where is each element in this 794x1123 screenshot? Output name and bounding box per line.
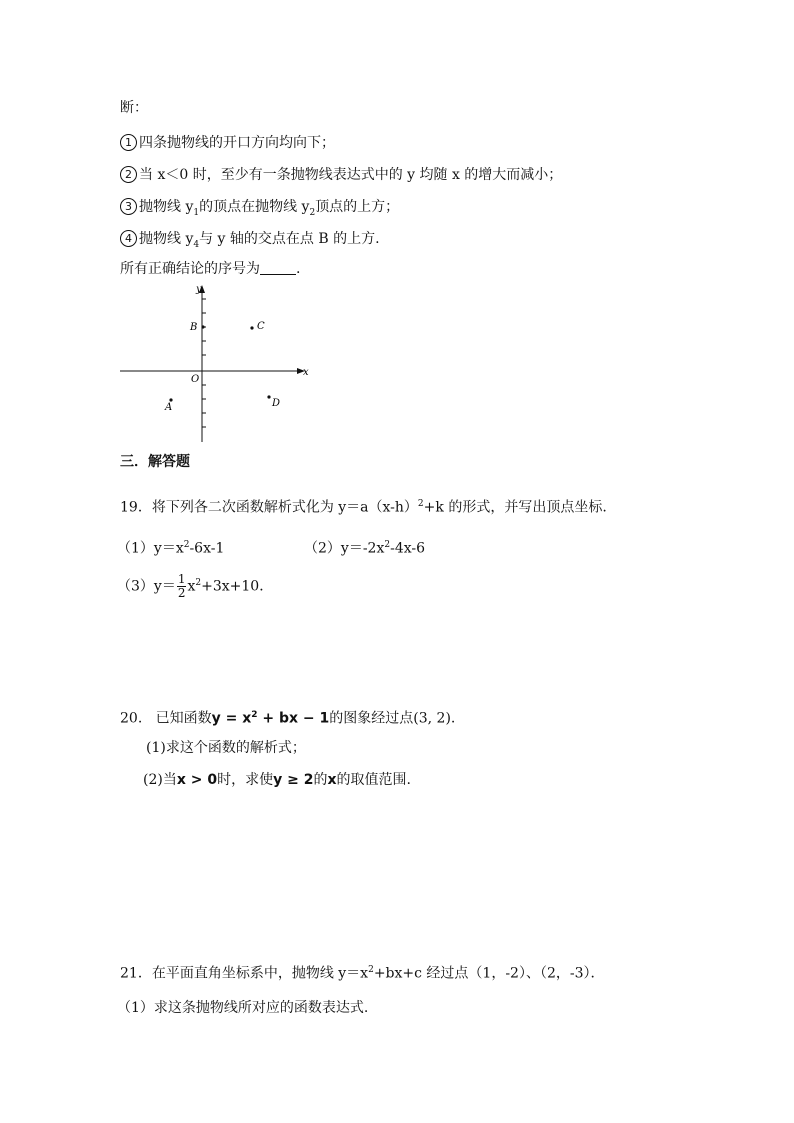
q19-stem xyxy=(120,494,607,518)
q20-stem-b: 的图象经过点(3, 2). xyxy=(329,710,456,727)
statement-3-pre: 抛物线 y xyxy=(139,199,194,215)
q19-p1-a: （1）y＝x xyxy=(117,540,184,557)
q20-math-2: + bx − 1 xyxy=(257,710,330,727)
q19-stem-b: +k 的形式，并写出顶点坐标. xyxy=(423,499,607,516)
subscript-4: 4 xyxy=(193,239,200,250)
q20-p2-math-1: x > 0 xyxy=(176,772,218,788)
subscript-2: 2 xyxy=(309,207,316,218)
point-c-label: C xyxy=(257,321,265,332)
q20-p2-b: 时，求使 xyxy=(217,772,274,788)
y-axis-ticks xyxy=(202,299,206,427)
q19-p3-a: （3）y＝ xyxy=(117,578,176,595)
fraction-one-half xyxy=(177,573,187,600)
q20-part-1: (1)求这个函数的解析式； xyxy=(146,740,306,756)
statement-2-text: 当 x＜0 时，至少有一条抛物线表达式中的 y 均随 x 的增大而减小； xyxy=(139,167,563,183)
intro-text: 断： xyxy=(120,100,148,116)
q19-p3-b: x xyxy=(187,578,196,595)
statement-3-post: 顶点的上方； xyxy=(315,199,400,215)
statement-4-pre: 抛物线 y xyxy=(139,231,194,247)
q20-number: 20. xyxy=(120,710,143,727)
statement-4 xyxy=(120,229,380,255)
fraction-denominator: 2 xyxy=(177,586,186,601)
q19-p1-b: -6x-1 xyxy=(189,540,225,557)
section-title: 三．解答题 xyxy=(120,454,190,470)
q20-p2-math-3: x xyxy=(327,772,337,788)
q21-stem-a: 21．在平面直角坐标系中，抛物线 y＝x xyxy=(120,965,369,982)
circled-number-3: 3 xyxy=(120,198,137,215)
statement-2 xyxy=(120,165,562,185)
point-c xyxy=(250,326,253,329)
q21-stem-b: +bx+c 经过点（1，-2）、（2，-3）． xyxy=(373,965,605,982)
answer-blank xyxy=(260,260,296,275)
q19-p3-c: +3x+10． xyxy=(201,578,274,595)
q20-math-sup: 2 xyxy=(251,710,258,720)
q20-stem xyxy=(120,705,455,729)
circled-number-2: 2 xyxy=(120,166,137,183)
question-end: . xyxy=(296,261,301,277)
statement-4-post: 与 y 轴的交点在点 B 的上方. xyxy=(199,231,380,247)
statement-3-mid: 的顶点在抛物线 y xyxy=(199,199,310,215)
q19-part-1 xyxy=(117,535,224,559)
q19-stem-sup: 2 xyxy=(417,499,424,509)
fraction-numerator: 1 xyxy=(177,572,186,587)
statement-1 xyxy=(120,133,335,153)
coordinate-graph xyxy=(115,282,315,442)
q20-math-1: y = x xyxy=(211,710,252,727)
q19-stem-a: 19．将下列各二次函数解析式化为 y＝a（x-h） xyxy=(120,499,418,516)
q20-p2-d: 的取值范围. xyxy=(336,772,411,788)
q19-part-2 xyxy=(304,535,425,559)
q20-p2-c: 的 xyxy=(313,772,328,788)
circled-number-1: 1 xyxy=(120,134,137,151)
q19-p3-sup: 2 xyxy=(195,578,202,588)
q19-p2-b: -4x-6 xyxy=(390,540,426,557)
point-a-label: A xyxy=(165,402,173,413)
point-d xyxy=(267,395,270,398)
q19-p2-a: （2）y＝-2x xyxy=(304,540,385,557)
q19-p2-sup: 2 xyxy=(384,540,391,550)
q20-p2-a: (2)当 xyxy=(143,772,177,788)
circled-number-4: 4 xyxy=(120,230,137,247)
y-axis-label: y xyxy=(196,284,202,295)
q21-part-1: （1）求这条抛物线所对应的函数表达式. xyxy=(117,1000,369,1016)
statement-1-text: 四条抛物线的开口方向均向下； xyxy=(139,135,335,151)
q20-stem-a: 已知函数 xyxy=(155,710,212,727)
q20-part-2 xyxy=(143,770,411,790)
question-line xyxy=(120,259,300,279)
q20-p2-math-2: y ≥ 2 xyxy=(273,772,314,788)
subscript-1: 1 xyxy=(193,207,200,218)
q21-stem xyxy=(120,960,605,984)
statement-3 xyxy=(120,197,399,223)
point-b xyxy=(201,325,204,328)
q19-p1-sup: 2 xyxy=(183,540,190,550)
point-d-label: D xyxy=(272,398,281,409)
q19-part-3 xyxy=(117,568,273,602)
q21-stem-sup: 2 xyxy=(368,965,374,975)
question-text: 所有正确结论的序号为 xyxy=(120,261,260,277)
x-axis-label: x xyxy=(303,367,309,378)
origin-label: O xyxy=(191,374,200,385)
point-b-label: B xyxy=(190,322,198,333)
